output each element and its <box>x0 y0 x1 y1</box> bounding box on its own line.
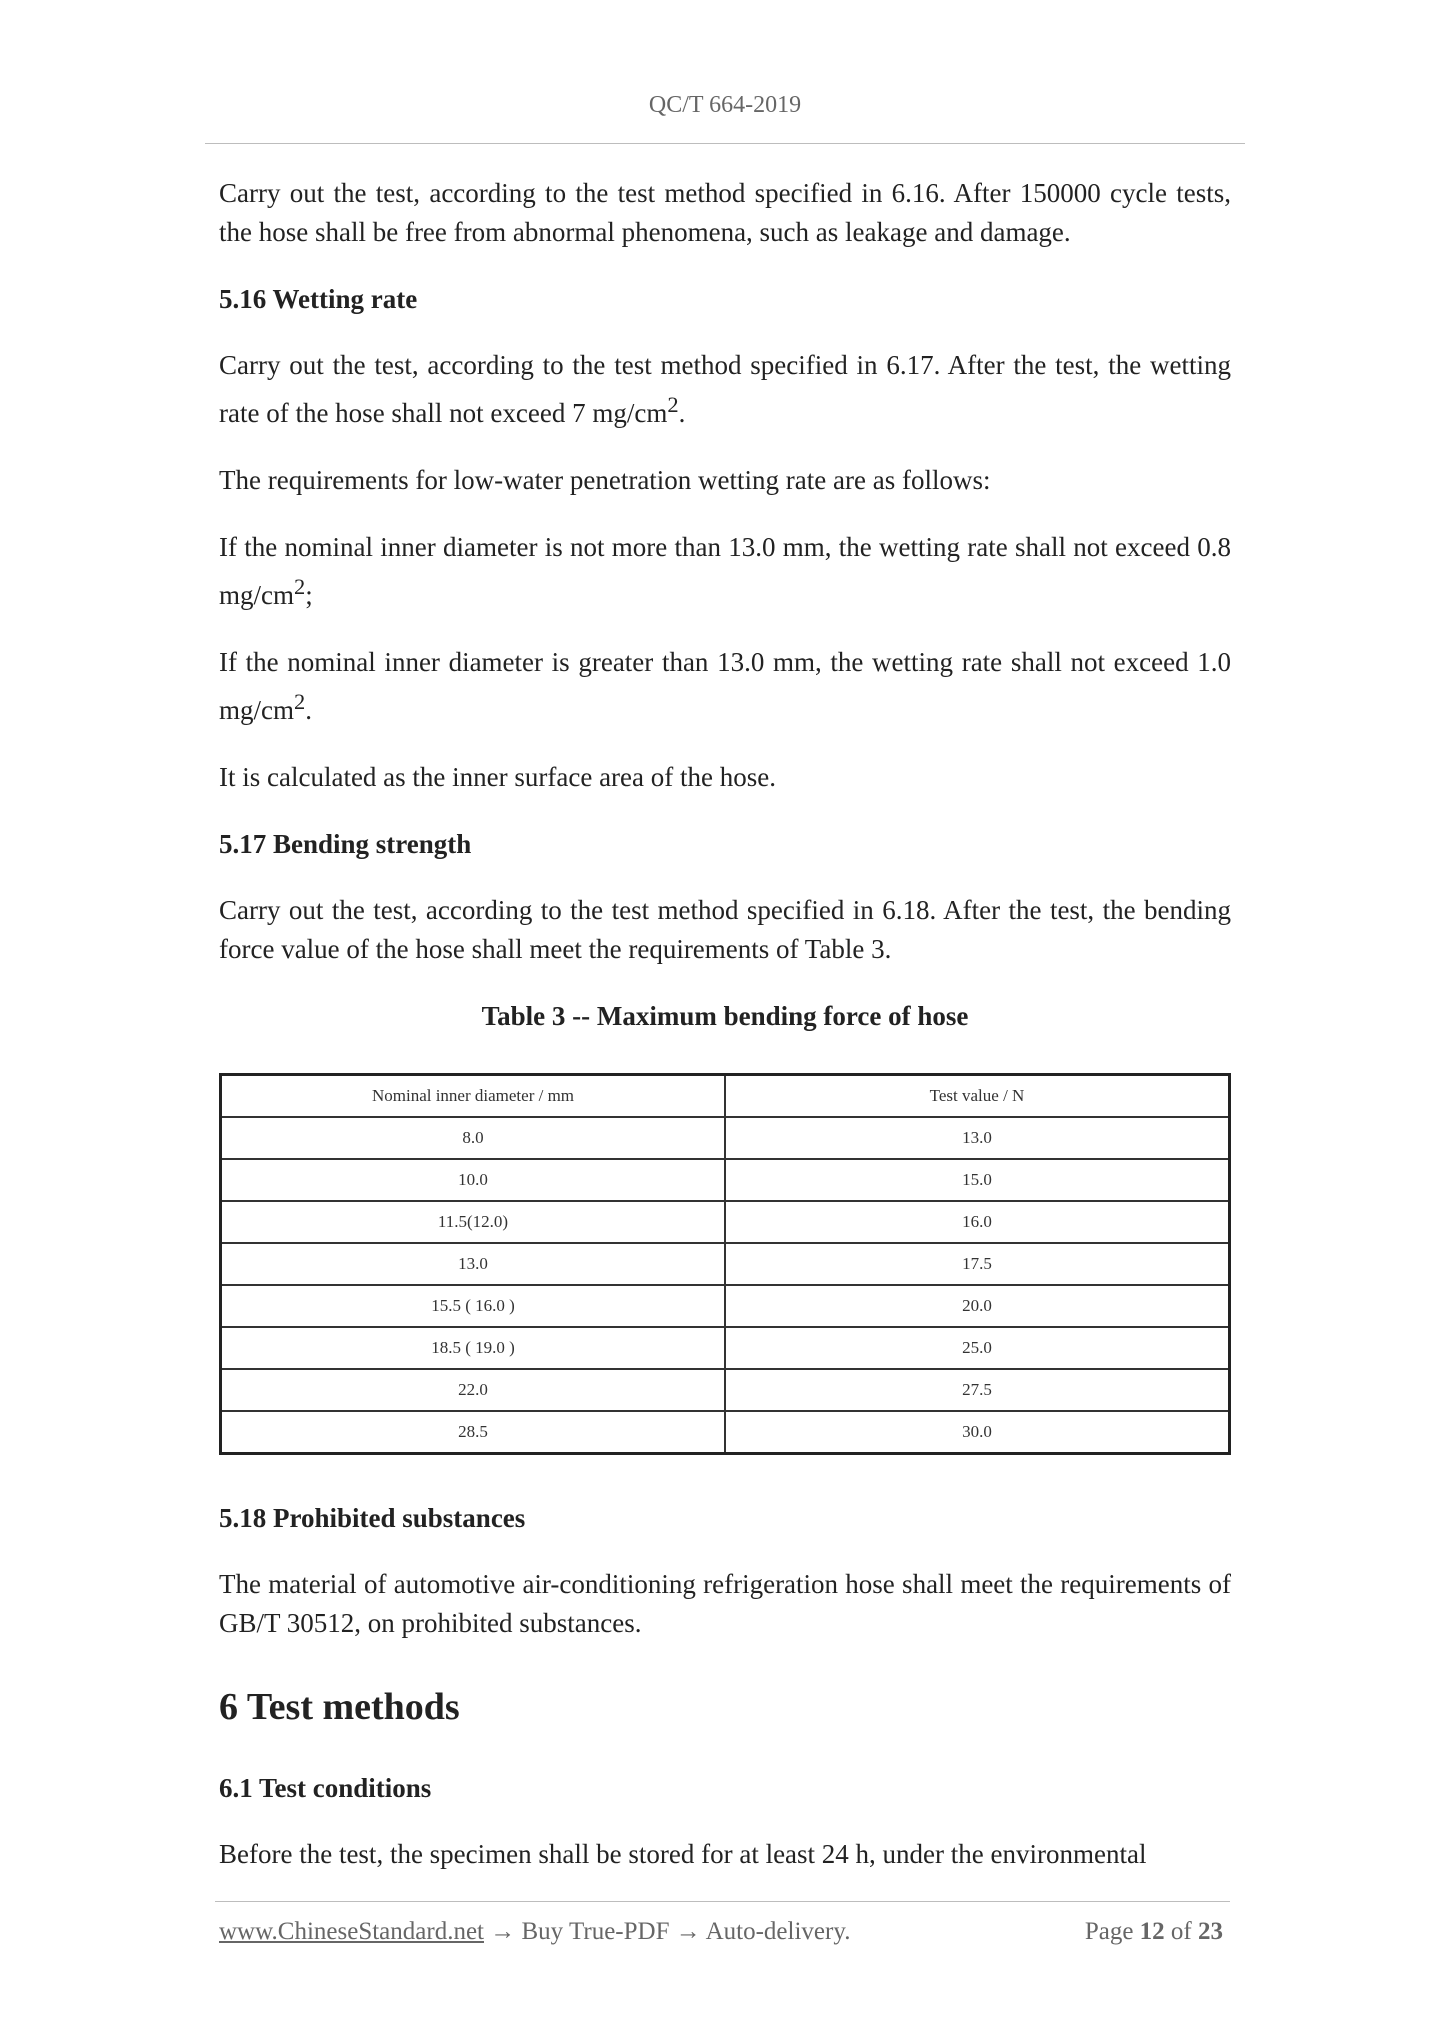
test-value-cell: 13.0 <box>725 1117 1230 1159</box>
test-value-cell: 15.0 <box>725 1159 1230 1201</box>
arrow-right-icon: → <box>490 1918 516 1945</box>
test-value-cell: 25.0 <box>725 1327 1230 1369</box>
header-divider <box>205 143 1245 144</box>
table-row <box>221 1159 1230 1201</box>
test-value-cell: 27.5 <box>725 1369 1230 1411</box>
prohibited-substances-paragraph: The material of automotive air-conditioning refrigeration hose shall meet the requirements of GB/T 30512, on prohibited substances. <box>219 1569 1231 1638</box>
test-value-cell: 16.0 <box>725 1201 1230 1243</box>
section-6-1-heading: 6.1 Test conditions <box>219 1773 432 1803</box>
large-diameter-requirement-text: If the nominal inner diameter is greater than 13.0 mm, the wetting rate shall not exceed 1.0 mg/cm <box>219 647 1231 725</box>
diameter-cell: 8.0 <box>221 1117 726 1159</box>
diameter-cell: 13.0 <box>221 1243 726 1285</box>
punctuation: . <box>305 695 312 725</box>
punctuation: . <box>678 398 686 428</box>
table-row <box>221 1201 1230 1243</box>
diameter-cell: 15.5 ( 16.0 ) <box>221 1285 726 1327</box>
test-value-cell: 17.5 <box>725 1243 1230 1285</box>
page-body <box>219 174 1231 1902</box>
table-row <box>221 1411 1230 1454</box>
total-page-count: 23 <box>1198 1918 1223 1945</box>
diameter-cell: 28.5 <box>221 1411 726 1454</box>
diameter-cell: 10.0 <box>221 1159 726 1201</box>
large-diameter-requirement-paragraph <box>219 643 1231 730</box>
site-link[interactable]: www.ChineseStandard.net <box>219 1918 484 1945</box>
footer-divider <box>215 1901 1230 1902</box>
test-conditions-paragraph: Before the test, the specimen shall be stored for at least 24 h, under the environmental <box>219 1839 1147 1869</box>
table-row <box>221 1327 1230 1369</box>
punctuation: ; <box>305 580 313 610</box>
calculation-note-paragraph: It is calculated as the inner surface area of the hose. <box>219 762 776 792</box>
table-row <box>221 1285 1230 1327</box>
test-value-cell: 20.0 <box>725 1285 1230 1327</box>
small-diameter-requirement-paragraph <box>219 528 1231 615</box>
diameter-cell: 22.0 <box>221 1369 726 1411</box>
superscript-2: 2 <box>667 392 679 417</box>
small-diameter-requirement-text: If the nominal inner diameter is not more than 13.0 mm, the wetting rate shall not exceed 0.8 mg/cm <box>219 532 1231 610</box>
intro-paragraph: Carry out the test, according to the test method specified in 6.16. After 150000 cycle tests, the hose shall be free from abnormal phenomena, such as leakage and damage. <box>219 178 1231 247</box>
bending-strength-paragraph: Carry out the test, according to the test method specified in 6.18. After the test, the bending force value of the hose shall meet the requirements of Table 3. <box>219 895 1231 964</box>
page-number <box>1085 1918 1223 1946</box>
low-water-penetration-paragraph: The requirements for low-water penetration wetting rate are as follows: <box>219 465 991 495</box>
of-label: of <box>1170 1918 1192 1945</box>
wetting-rate-requirement-paragraph <box>219 346 1231 433</box>
column-header-test-value: Test value / N <box>725 1075 1230 1118</box>
table-row <box>221 1369 1230 1411</box>
auto-delivery-text: Auto-delivery. <box>705 1918 851 1945</box>
section-5-18-heading: 5.18 Prohibited substances <box>219 1503 526 1533</box>
column-header-diameter: Nominal inner diameter / mm <box>221 1075 726 1118</box>
test-value-cell: 30.0 <box>725 1411 1230 1454</box>
buy-pdf-text: Buy True-PDF <box>521 1918 670 1945</box>
document-code-header: QC/T 664-2019 <box>648 92 802 118</box>
table-row <box>221 1117 1230 1159</box>
table-3-caption: Table 3 -- Maximum bending force of hose <box>481 1001 969 1031</box>
page-label: Page <box>1084 1918 1134 1945</box>
section-5-17-heading: 5.17 Bending strength <box>219 829 472 859</box>
current-page-number: 12 <box>1139 1918 1165 1945</box>
arrow-right-icon: → <box>675 1918 701 1945</box>
chapter-6-heading: 6 Test methods <box>219 1686 460 1728</box>
table-row <box>221 1243 1230 1285</box>
diameter-cell: 18.5 ( 19.0 ) <box>221 1327 726 1369</box>
superscript-2: 2 <box>294 574 306 599</box>
diameter-cell: 11.5(12.0) <box>221 1201 726 1243</box>
bending-force-table <box>219 1073 1231 1455</box>
table-header-row <box>221 1075 1230 1118</box>
wetting-rate-requirement-text: Carry out the test, according to the test method specified in 6.17. After the test, the wetting rate of the hose shall not exceed 7 mg/cm <box>219 350 1231 428</box>
section-5-16-heading: 5.16 Wetting rate <box>219 284 418 314</box>
superscript-2: 2 <box>294 689 306 714</box>
footer-promo <box>219 1918 850 1946</box>
